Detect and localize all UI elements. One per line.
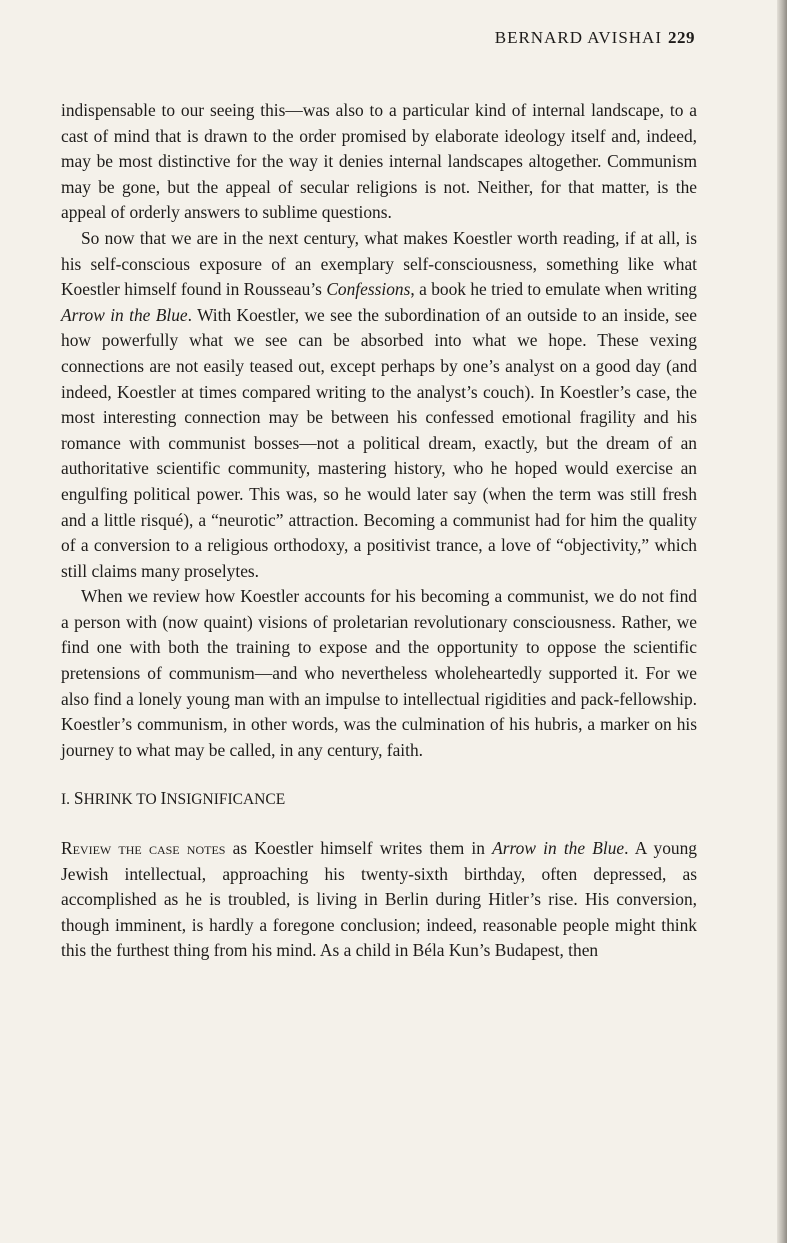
page-number: 229 xyxy=(668,28,695,47)
section-word2-initial: I xyxy=(160,788,167,809)
section-word1-rest: HRINK TO xyxy=(83,791,161,809)
paragraph-4-lead-in: Review the case notes xyxy=(61,838,226,859)
paragraph-2-text-c: , a book he tried to emulate when writing xyxy=(410,279,697,300)
paragraph-1: indispensable to our seeing this—was also to a particular kind of internal landscape, to a cast of mind that is drawn to the order promised by elaborate ideology itself and, indeed, may be most distinctive for the way it denies internal landscapes altogether. Communism may be gone, but the appeal of secular religions is not. Neither, for that matter, is the appeal of orderly answers to sublime questions. xyxy=(61,100,697,223)
paragraph-4-text-a: as Koestler himself writes them in xyxy=(225,838,493,859)
page-body xyxy=(61,98,697,964)
running-header xyxy=(495,28,695,48)
paragraph-4-text-c: . A young Jewish intellectual, approaching his twenty-sixth birthday, often depressed, as accomplished as he is troubled, is living in Berlin during Hitler’s rise. His conversion, though imminent, is hardly a foregone conclusion; indeed, reasonable people might think this the furthest thing from his mind. As a child in Béla Kun’s Budapest, then xyxy=(61,838,697,961)
paragraph-2 xyxy=(61,226,697,584)
paragraph-2-text-a: So now that we are in the next century, what makes Koestler worth reading, if at all, is his self-conscious exposure of an exemplary self-consciousness, something like what Koestler himself found in Rousseau’s xyxy=(61,227,697,300)
section-heading xyxy=(61,786,697,813)
paragraph-4 xyxy=(61,836,697,964)
running-head-author: BERNARD AVISHAI xyxy=(494,28,662,47)
paragraph-4-book-title-arrow: Arrow in the Blue xyxy=(492,838,625,859)
paragraph-2-book-title-arrow: Arrow in the Blue xyxy=(61,304,188,325)
paragraph-3: When we review how Koestler accounts for his becoming a communist, we do not find a person with (now quaint) visions of proletarian revolutionary consciousness. Rather, we find one with both the training to expose and the opportunity to oppose the scientific pretensions of communism—and who nevertheless wholeheartedly supported it. For we also find a lonely young man with an impulse to intellectual rigidities and pack-fellowship. Koestler’s communism, in other words, was the culmination of his hubris, a marker on his journey to what may be called, in any century, faith. xyxy=(61,586,697,760)
section-word1-initial: S xyxy=(73,788,84,809)
book-binding-edge xyxy=(777,0,787,1243)
paragraph-2-text-e: . With Koestler, we see the subordination of an outside to an inside, see how powerfully what we see can be absorbed into what we hope. These vexing connections are not easily teased out, except perhaps by one’s analyst on a good day (and indeed, Koestler at times compared writing to the analyst’s couch). In Koestler’s case, the most interesting connection may be between his confessed emotional fragility and his romance with communist bosses—not a political dream, exactly, but the dream of an authoritative scientific community, mastering history, who he hoped would exercise an engulfing political power. This was, so he would later say (when the term was still fresh and a little risqué), a “neurotic” attraction. Becoming a communist had for him the quality of a conversion to a religious orthodoxy, a positivist trance, a love of “objectivity,” which still claims many proselytes. xyxy=(61,304,697,581)
section-word2-rest: NSIGNIFICANCE xyxy=(166,791,286,809)
section-numeral: I. xyxy=(61,791,74,809)
paragraph-2-book-title-confessions: Confessions xyxy=(326,279,411,300)
